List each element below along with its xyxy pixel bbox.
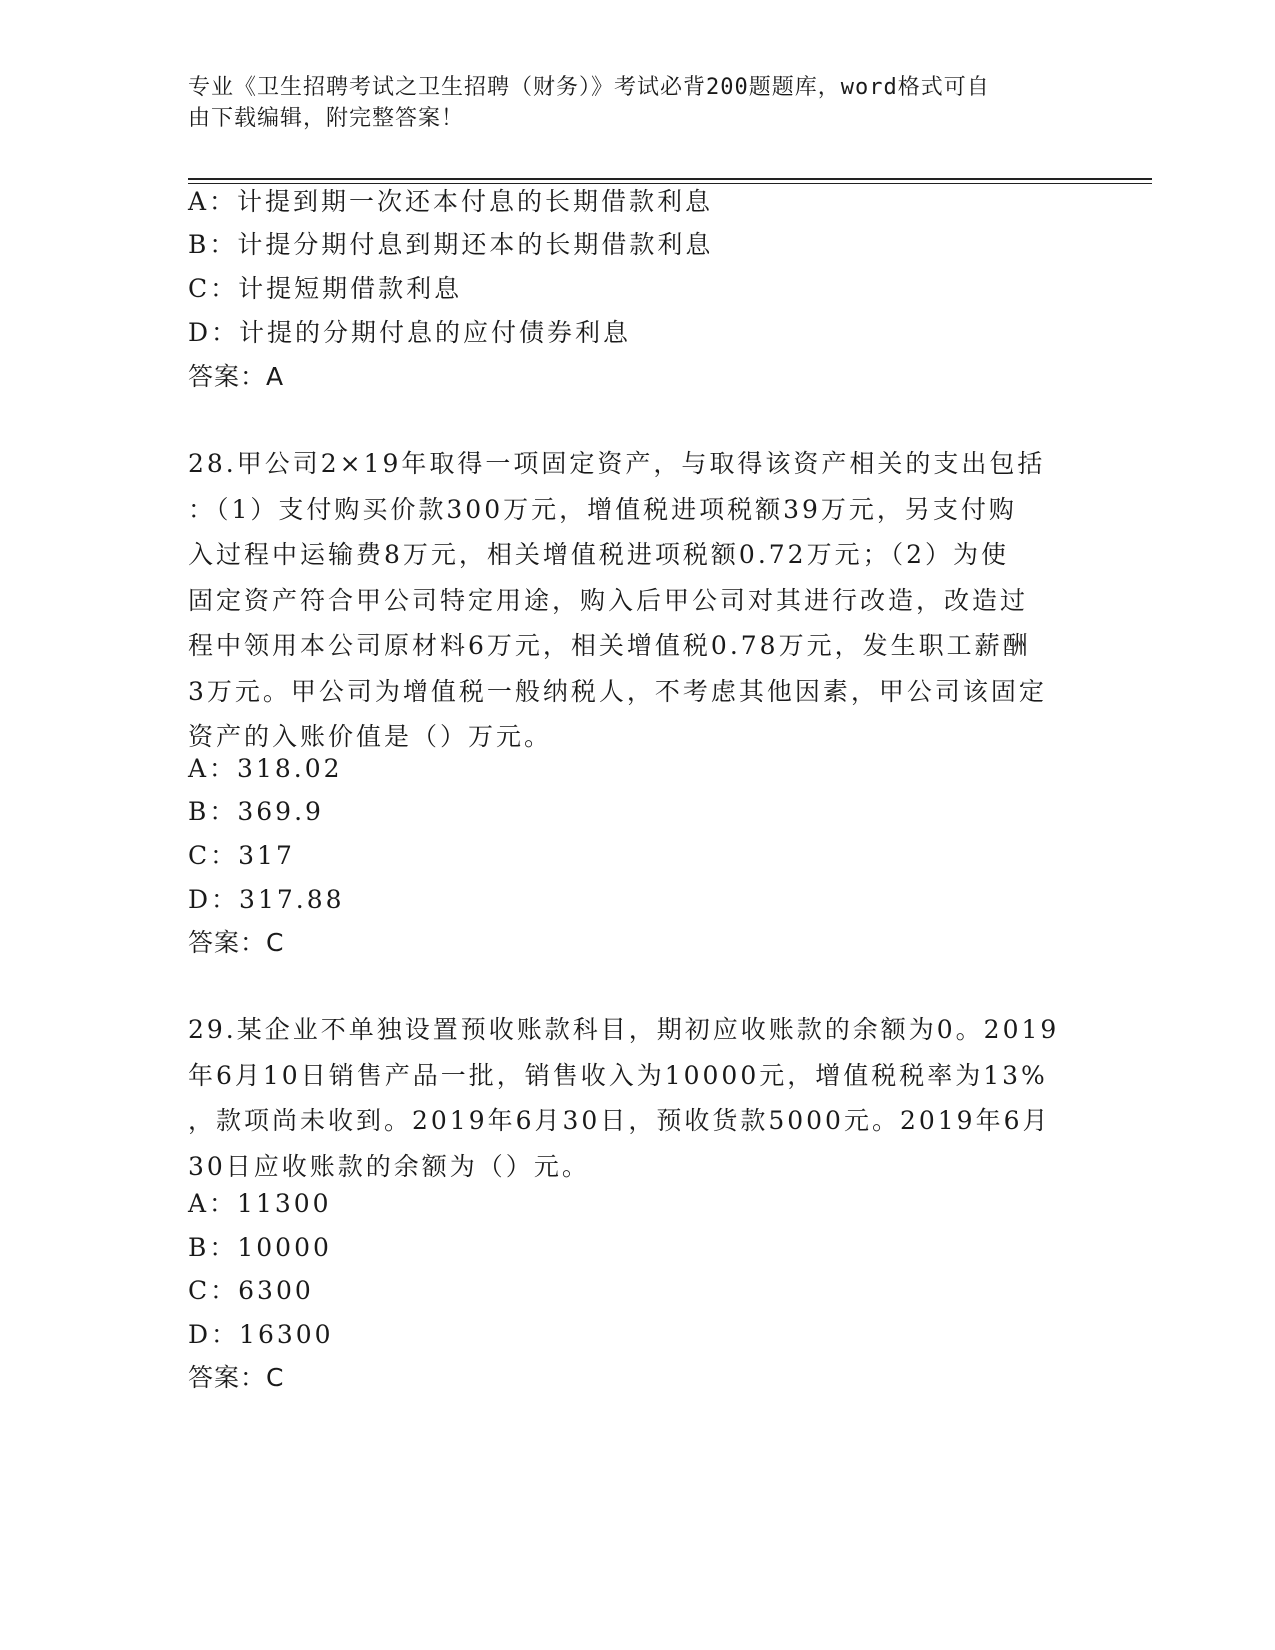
prev-answer: 答案：A xyxy=(188,362,285,391)
q28-option-a: A：318.02 xyxy=(188,754,343,783)
question-28-line: 资产的入账价值是（）万元。 xyxy=(188,722,553,751)
prev-option-c: C：计提短期借款利息 xyxy=(188,274,463,303)
q29-option-b: B：10000 xyxy=(188,1233,332,1262)
q28-option-d: D：317.88 xyxy=(188,885,345,914)
question-28-line: 3万元。甲公司为增值税一般纳税人，不考虑其他因素，甲公司该固定 xyxy=(188,676,1047,706)
header-divider-thin xyxy=(188,183,1152,184)
question-28-line: ：（1）支付购买价款300万元，增值税进项税额39万元，另支付购 xyxy=(188,494,1017,524)
question-28-line: 入过程中运输费8万元，相关增值税进项税额0.72万元；（2）为使 xyxy=(188,540,1009,569)
q29-answer: 答案：C xyxy=(188,1363,285,1392)
question-28-text xyxy=(188,441,1088,760)
header-divider-thick xyxy=(188,178,1152,180)
header-line-1: 专业《卫生招聘考试之卫生招聘（财务）》考试必背200题题库，word格式可自 xyxy=(188,75,990,100)
prev-option-a: A：计提到期一次还本付息的长期借款利息 xyxy=(188,187,714,216)
document-header xyxy=(188,72,1088,134)
q29-option-d: D：16300 xyxy=(188,1320,334,1349)
header-line-2: 由下载编辑，附完整答案！ xyxy=(188,106,465,131)
q28-option-c: C：317 xyxy=(188,841,295,870)
q29-option-a: A：11300 xyxy=(188,1189,332,1218)
question-29-line: 29.某企业不单独设置预收账款科目，期初应收账款的余额为0。2019 xyxy=(188,1015,1060,1044)
question-29-line: 30日应收账款的余额为（）元。 xyxy=(188,1151,590,1181)
question-29-line: 年6月10日销售产品一批，销售收入为10000元，增值税税率为13% xyxy=(188,1060,1048,1090)
question-28-line: 28.甲公司2×19年取得一项固定资产，与取得该资产相关的支出包括 xyxy=(188,449,1046,478)
q29-option-c: C：6300 xyxy=(188,1276,314,1305)
prev-option-d: D：计提的分期付息的应付债券利息 xyxy=(188,318,632,347)
q28-answer: 答案：C xyxy=(188,928,285,957)
q28-option-b: B：369.9 xyxy=(188,797,324,826)
question-28-line: 程中领用本公司原材料6万元，相关增值税0.78万元，发生职工薪酬 xyxy=(188,631,1031,660)
question-29-line: ，款项尚未收到。2019年6月30日，预收货款5000元。2019年6月 xyxy=(188,1106,1051,1135)
question-28-line: 固定资产符合甲公司特定用途，购入后甲公司对其进行改造，改造过 xyxy=(188,585,1029,615)
prev-option-b: B：计提分期付息到期还本的长期借款利息 xyxy=(188,230,714,259)
question-29-text xyxy=(188,1007,1088,1189)
